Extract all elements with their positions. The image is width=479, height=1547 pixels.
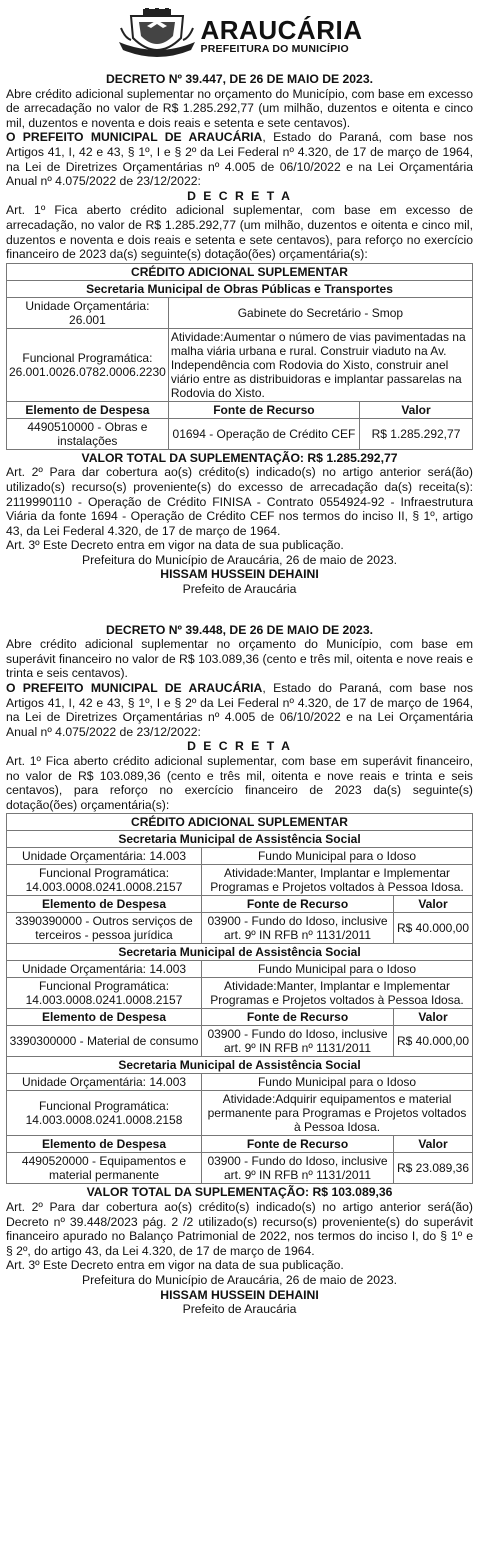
table-row bbox=[7, 913, 473, 944]
funcional-value: Atividade:Adquirir equipamentos e material permanente para Programas e Projetos voltados à Pessoa Idosa. bbox=[202, 1091, 473, 1136]
article-2: Art. 2º Para dar cobertura ao(s) crédito(s) indicado(s) no artigo anterior será(ão) Decreto nº 39.448/2023 pág. 2 /2 utilizado(s) recurso(s) proveniente(s) do superávit financeiro apurado no Balanço Patrimonial de 2022, nos termos do inciso I, do § 1º e § 2º, do artigo 43, da Lei 4.320, de 17 de março de 1964. bbox=[6, 1199, 473, 1258]
col-elemento: Elemento de Despesa bbox=[7, 401, 169, 418]
table-row bbox=[7, 418, 473, 449]
decree-title: DECRETO Nº 39.447, DE 26 DE MAIO DE 2023. bbox=[105, 72, 374, 86]
preamble-authority: O PREFEITO MUNICIPAL DE ARAUCÁRIA bbox=[6, 681, 263, 696]
municipal-crest-logo bbox=[117, 8, 197, 64]
col-fonte: Fonte de Recurso bbox=[202, 896, 394, 913]
signer-role: Prefeito de Araucária bbox=[182, 1302, 297, 1317]
col-fonte: Fonte de Recurso bbox=[202, 1136, 394, 1153]
preamble-authority: O PREFEITO MUNICIPAL DE ARAUCÁRIA bbox=[6, 130, 263, 145]
cell-valor: R$ 23.089,36 bbox=[394, 1153, 473, 1184]
article-3: Art. 3º Este Decreto entra em vigor na data de sua publicação. bbox=[6, 1258, 344, 1273]
cell-fonte: 03900 - Fundo do Idoso, inclusive art. 9º IN RFB nº 1131/2011 bbox=[202, 1153, 394, 1184]
col-elemento: Elemento de Despesa bbox=[7, 1009, 202, 1026]
cell-elemento: 4490510000 - Obras e instalações bbox=[7, 418, 169, 449]
cell-fonte: 03900 - Fundo do Idoso, inclusive art. 9º IN RFB nº 1131/2011 bbox=[202, 913, 394, 944]
preamble-text: , Estado do Paraná, com base nos Artigos 41, I, 42 e 43, § 1º, I e § 2º da Lei Federal nº 4.320, de 17 de março de 1964, na Lei de Diretrizes Orçamentárias nº 4.005 de 06/10/2022 e na Lei Orçamentária Anual nº 4.075/2022 de 23/12/2022: bbox=[6, 681, 473, 739]
cell-elemento: 4490520000 - Equipamentos e material permanente bbox=[7, 1153, 202, 1184]
signer-name: HISSAM HUSSEIN DEHAINI bbox=[160, 1287, 319, 1302]
cell-elemento: 3390300000 - Material de consumo bbox=[7, 1026, 202, 1057]
col-elemento: Elemento de Despesa bbox=[7, 1136, 202, 1153]
decree-summary: Abre crédito adicional suplementar no orçamento do Município, com base em superávit financeiro no valor de R$ 103.089,36 (cento e três mil, oitenta e nove reais e trinta e seis centavos). bbox=[6, 637, 473, 681]
decree-title: DECRETO Nº 39.448, DE 26 DE MAIO DE 2023. bbox=[105, 622, 374, 637]
table-row bbox=[7, 1153, 473, 1184]
unidade-value: Fundo Municipal para o Idoso bbox=[202, 1074, 473, 1091]
document-page bbox=[6, 0, 473, 1317]
unidade-value: Fundo Municipal para o Idoso bbox=[202, 848, 473, 865]
brand bbox=[201, 17, 363, 55]
cell-valor: R$ 40.000,00 bbox=[394, 913, 473, 944]
decreta-heading: D E C R E T A bbox=[187, 188, 292, 203]
table-row bbox=[7, 1026, 473, 1057]
secretaria-name: Secretaria Municipal de Assistência Social bbox=[7, 944, 473, 961]
place-date: Prefeitura do Município de Araucária, 26 de maio de 2023. bbox=[81, 1272, 398, 1287]
brand-name: ARAUCÁRIA bbox=[200, 15, 363, 45]
cell-elemento: 3390390000 - Outros serviços de terceiros - pessoa jurídica bbox=[7, 913, 202, 944]
table-heading: CRÉDITO ADICIONAL SUPLEMENTAR bbox=[7, 263, 473, 280]
secretaria-name: Secretaria Municipal de Assistência Social bbox=[7, 831, 473, 848]
col-fonte: Fonte de Recurso bbox=[168, 401, 359, 418]
col-valor: Valor bbox=[394, 1009, 473, 1026]
decreta-heading: D E C R E T A bbox=[187, 739, 292, 754]
article-1: Art. 1º Fica aberto crédito adicional suplementar, com base em excesso de arrecadação, no valor de R$ 1.285.292,77 (um milhão, duzentos e oitenta e cinco mil, duzentos e noventa e dois reais e setenta e sete centavos), para reforço no exercício financeiro de 2023 da(s) seguinte(s) dotação(ões) orçamentária(s): bbox=[6, 203, 473, 262]
unidade-label: Unidade Orçamentária: 14.003 bbox=[7, 961, 202, 978]
article-2: Art. 2º Para dar cobertura ao(s) crédito(s) indicado(s) no artigo anterior será(ão) utilizado(s) recurso(s) proveniente(s) do excesso de arrecadação da(s) receita(s): 2119990110 - Operação de Crédito FINISA - Contrato 0554924-92 - Infraestrutura Viária da fonte 1694 - Operação de Crédito CEF nos termos do inciso II, § 1º, artigo 43, da Lei Federal 4.320, de 17 de março de 1964. bbox=[6, 465, 473, 538]
cell-valor: R$ 40.000,00 bbox=[394, 1026, 473, 1057]
col-valor: Valor bbox=[394, 896, 473, 913]
unidade-label: Unidade Orçamentária: 26.001 bbox=[7, 297, 169, 328]
funcional-label: Funcional Programática: 14.003.0008.0241.0008.2158 bbox=[7, 1091, 202, 1136]
header bbox=[6, 6, 473, 66]
col-valor: Valor bbox=[394, 1136, 473, 1153]
cell-fonte: 01694 - Operação de Crédito CEF bbox=[168, 418, 359, 449]
col-valor: Valor bbox=[360, 401, 473, 418]
decree-summary: Abre crédito adicional suplementar no orçamento do Município, com base em excesso de arrecadação no valor de R$ 1.285.292,77 (um milhão, duzentos e oitenta e cinco mil, duzentos e noventa e dois reais e setenta e sete centavos). bbox=[6, 86, 473, 130]
funcional-value: Atividade:Manter, Implantar e Implementar Programas e Projetos voltados à Pessoa Idosa. bbox=[202, 978, 473, 1009]
unidade-label: Unidade Orçamentária: 14.003 bbox=[7, 848, 202, 865]
funcional-label: Funcional Programática: 14.003.0008.0241.0008.2157 bbox=[7, 865, 202, 896]
signer-name: HISSAM HUSSEIN DEHAINI bbox=[160, 567, 319, 582]
decree-preamble bbox=[6, 681, 473, 739]
preamble-text: , Estado do Paraná, com base nos Artigos 41, I, 42 e 43, § 1º, I e § 2º da Lei Federal nº 4.320, de 17 de março de 1964, na Lei de Diretrizes Orçamentárias nº 4.005 de 06/10/2022 e na Lei Orçamentária Anual nº 4.075/2022 de 23/12/2022: bbox=[6, 130, 473, 189]
secretaria-name: Secretaria Municipal de Obras Públicas e Transportes bbox=[7, 280, 473, 297]
total-line: VALOR TOTAL DA SUPLEMENTAÇÃO: R$ 103.089,36 bbox=[86, 1185, 393, 1200]
table-heading: CRÉDITO ADICIONAL SUPLEMENTAR bbox=[7, 814, 473, 831]
article-3: Art. 3º Este Decreto entra em vigor na data de sua publicação. bbox=[6, 538, 344, 553]
col-fonte: Fonte de Recurso bbox=[202, 1009, 394, 1026]
funcional-value: Atividade:Aumentar o número de vias pavimentadas na malha viária urbana e rural. Construir viaduto na Av. Independência com Rodovia do Xisto, construir anel viário entre as distribuidoras e implantar passarelas na Rodovia do Xisto. bbox=[168, 328, 472, 401]
decree-39448 bbox=[6, 623, 473, 1317]
secretaria-name: Secretaria Municipal de Assistência Social bbox=[7, 1057, 473, 1074]
funcional-label: Funcional Programática: 14.003.0008.0241.0008.2157 bbox=[7, 978, 202, 1009]
place-date: Prefeitura do Município de Araucária, 26 de maio de 2023. bbox=[81, 552, 398, 567]
signer-role: Prefeito de Araucária bbox=[182, 582, 297, 597]
total-line: VALOR TOTAL DA SUPLEMENTAÇÃO: R$ 1.285.292,77 bbox=[81, 450, 398, 465]
funcional-value: Atividade:Manter, Implantar e Implementar Programas e Projetos voltados à Pessoa Idosa. bbox=[202, 865, 473, 896]
funcional-label: Funcional Programática: 26.001.0026.0782.0006.2230 bbox=[7, 328, 169, 401]
decree-39447 bbox=[6, 72, 473, 597]
decree-preamble bbox=[6, 130, 473, 188]
brand-subtitle: PREFEITURA DO MUNICÍPIO bbox=[200, 43, 349, 55]
unidade-label: Unidade Orçamentária: 14.003 bbox=[7, 1074, 202, 1091]
cell-valor: R$ 1.285.292,77 bbox=[360, 418, 473, 449]
credit-table bbox=[6, 263, 473, 450]
article-1: Art. 1º Fica aberto crédito adicional suplementar, com base em superávit financeiro, no valor de R$ 103.089,36 (cento e três mil, oitenta e nove reais e trinta e seis centavos), para reforço no exercício financeiro de 2023 da(s) seguinte(s) dotação(ões) orçamentária(s): bbox=[6, 754, 473, 812]
unidade-value: Gabinete do Secretário - Smop bbox=[168, 297, 472, 328]
credit-table bbox=[6, 813, 473, 1184]
col-elemento: Elemento de Despesa bbox=[7, 896, 202, 913]
unidade-value: Fundo Municipal para o Idoso bbox=[202, 961, 473, 978]
cell-fonte: 03900 - Fundo do Idoso, inclusive art. 9º IN RFB nº 1131/2011 bbox=[202, 1026, 394, 1057]
